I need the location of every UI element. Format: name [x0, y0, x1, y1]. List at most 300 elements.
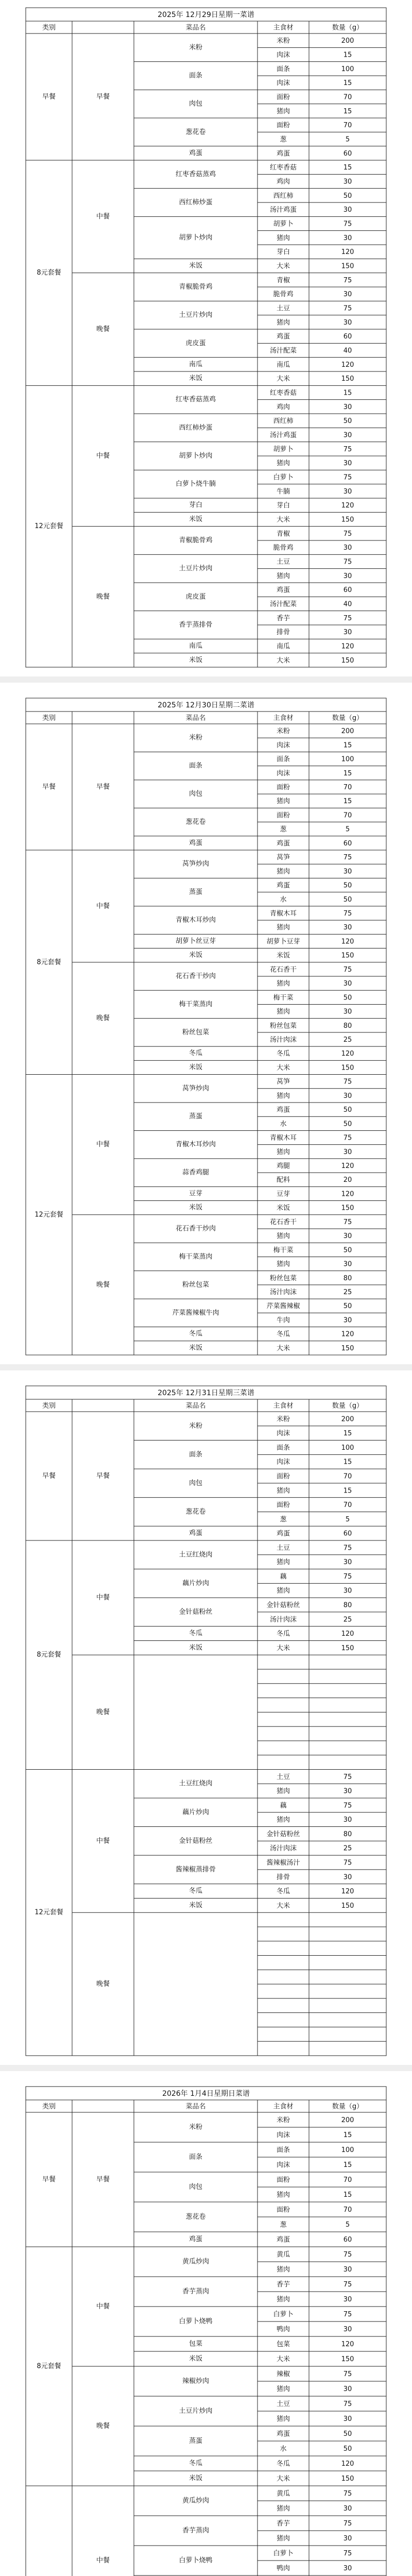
quantity-cell: 30: [343, 2535, 352, 2543]
quantity-cell: 150: [341, 1644, 354, 1652]
ingredient-cell: 冬瓜: [276, 1888, 290, 1896]
quantity-cell: 15: [343, 164, 352, 172]
quantity-cell: 75: [343, 276, 352, 284]
dish-name: 西红柿炒蛋: [179, 198, 213, 207]
ingredient-cell: 葱: [280, 1515, 287, 1523]
quantity-cell: 75: [343, 614, 352, 622]
quantity-cell: 30: [343, 403, 352, 411]
header-category: 类别: [42, 1402, 56, 1410]
dish-name: 豆芽: [188, 1190, 203, 1198]
dish-name: 鸡蛋: [188, 149, 203, 157]
quantity-cell: 30: [343, 178, 352, 186]
dish-name: 梅干菜蒸肉: [179, 1000, 213, 1008]
quantity-cell: 30: [343, 868, 352, 876]
dish-name: 梅干菜蒸肉: [179, 1252, 213, 1261]
dish-name: 面条: [188, 2153, 203, 2161]
ingredient-cell: 藕: [280, 1572, 287, 1581]
category-label: 8元套餐: [37, 2362, 61, 2370]
quantity-cell: 80: [343, 1830, 352, 1838]
dish-name: 葱花卷: [185, 1507, 206, 1516]
ingredient-cell: 面条: [276, 755, 290, 764]
section-separator: [0, 2065, 412, 2071]
ingredient-cell: 猪肉: [276, 107, 290, 115]
ingredient-cell: 汤汁肉沫: [269, 1036, 297, 1044]
quantity-cell: 200: [341, 37, 354, 45]
ingredient-cell: 猪肉: [276, 2296, 290, 2303]
dish-name: 米饭: [188, 1344, 203, 1352]
quantity-cell: 75: [343, 1802, 352, 1810]
ingredient-cell: 猪肉: [276, 1816, 290, 1824]
dish-name: 胡萝卜丝豆芽: [175, 937, 216, 945]
ingredient-cell: 猪肉: [276, 318, 290, 327]
quantity-cell: 60: [343, 2236, 352, 2244]
quantity-cell: 120: [341, 1050, 354, 1058]
quantity-cell: 120: [341, 1888, 354, 1896]
quantity-cell: 70: [343, 93, 352, 101]
ingredient-cell: 西红柿: [273, 417, 294, 426]
quantity-cell: 120: [341, 1162, 354, 1170]
dish-name: 粉丝包菜: [182, 1028, 210, 1037]
ingredient-cell: 猪肉: [276, 924, 290, 932]
quantity-cell: 100: [341, 2146, 354, 2154]
meal-label: 中餐: [96, 1141, 110, 1149]
dish-name: 西红柿炒蛋: [179, 423, 213, 432]
dish-name: 包菜: [188, 2340, 203, 2348]
dish-name: 肉包: [188, 100, 203, 108]
quantity-cell: 30: [343, 2266, 352, 2274]
ingredient-cell: 米粉: [276, 1415, 290, 1423]
quantity-cell: 120: [341, 938, 354, 946]
quantity-cell: 100: [341, 1444, 354, 1452]
dish-name: 蒸蛋: [188, 888, 203, 896]
quantity-cell: 40: [343, 347, 352, 355]
quantity-cell: 5: [345, 135, 350, 144]
ingredient-cell: 胡萝卜: [273, 220, 294, 228]
quantity-cell: 75: [343, 1773, 352, 1781]
dish-name: 虎皮蛋: [185, 592, 206, 601]
quantity-cell: 150: [341, 1344, 354, 1352]
dish-name: 藕片炒肉: [182, 1579, 210, 1587]
ingredient-cell: 水: [280, 895, 287, 904]
dish-name: 胡萝卜炒肉: [179, 452, 213, 460]
ingredient-cell: 大米: [276, 2475, 290, 2483]
quantity-cell: 75: [343, 910, 352, 918]
quantity-cell: 5: [345, 825, 350, 834]
quantity-cell: 15: [343, 2131, 352, 2139]
dish-name: 面条: [188, 1450, 203, 1459]
ingredient-cell: 黄瓜: [276, 2490, 290, 2498]
dish-name: 米饭: [188, 1204, 203, 1212]
ingredient-cell: 猪肉: [276, 1148, 290, 1156]
quantity-cell: 30: [343, 234, 352, 242]
ingredient-cell: 梅干菜: [273, 1246, 294, 1255]
meal-label: 早餐: [96, 1472, 110, 1480]
dish-name: 香芋蒸肉: [182, 2527, 210, 2535]
ingredient-cell: 面粉: [276, 1472, 290, 1481]
ingredient-cell: 芽白: [276, 502, 290, 510]
ingredient-cell: 猪肉: [276, 1092, 290, 1100]
ingredient-cell: 猪肉: [276, 2266, 290, 2274]
ingredient-cell: 猪肉: [276, 1487, 290, 1495]
ingredient-cell: 面粉: [276, 811, 290, 820]
ingredient-cell: 青椒木耳: [269, 1134, 297, 1142]
ingredient-cell: 配料: [276, 1176, 290, 1184]
dish-name: 土豆红烧肉: [179, 1551, 213, 1559]
quantity-cell: 75: [343, 965, 352, 974]
dish-name: 酱辣椒蒸排骨: [175, 1866, 216, 1874]
quantity-cell: 30: [343, 1232, 352, 1241]
quantity-cell: 70: [343, 1501, 352, 1510]
quantity-cell: 120: [341, 1190, 354, 1198]
ingredient-cell: 猪肉: [276, 798, 290, 806]
dish-name: 红枣香菇蒸鸡: [175, 170, 216, 178]
quantity-cell: 200: [341, 1415, 354, 1423]
ingredient-cell: 猪肉: [276, 1260, 290, 1268]
quantity-cell: 150: [341, 1064, 354, 1072]
dish-name: 米饭: [188, 262, 203, 270]
quantity-cell: 15: [343, 51, 352, 59]
dish-name: 冬瓜: [188, 1330, 203, 1338]
quantity-cell: 25: [343, 1036, 352, 1044]
quantity-cell: 150: [341, 2475, 354, 2483]
quantity-cell: 50: [343, 2430, 352, 2438]
quantity-cell: 120: [341, 361, 354, 369]
quantity-cell: 5: [345, 1515, 350, 1523]
ingredient-cell: 香芋: [276, 2520, 290, 2528]
menu-title: 2026年 1月4日星期日菜谱: [162, 2090, 250, 2098]
quantity-cell: 15: [343, 798, 352, 806]
quantity-cell: 70: [343, 2206, 352, 2214]
menu-title: 2025年 12月30日星期二菜谱: [158, 701, 254, 709]
dish-name: 金针菇粉丝: [179, 1608, 213, 1616]
dish-name: 红枣香菇蒸鸡: [175, 396, 216, 404]
dish-name: 蒸蛋: [188, 1112, 203, 1121]
ingredient-cell: 肉沫: [276, 79, 290, 88]
dish-name: 白萝卜烧牛腩: [175, 480, 216, 488]
quantity-cell: 120: [341, 1630, 354, 1638]
quantity-cell: 150: [341, 656, 354, 665]
quantity-cell: 80: [343, 1022, 352, 1030]
meal-label: 晚餐: [96, 1281, 110, 1289]
dish-name: 青椒木耳炒肉: [175, 916, 216, 924]
category-label: 早餐: [42, 783, 56, 791]
dish-name: 葱花卷: [185, 128, 206, 136]
dish-name: 米饭: [188, 1901, 203, 1909]
quantity-cell: 50: [343, 1106, 352, 1114]
header-quantity: 数量（g）: [332, 714, 364, 722]
dish-name: 虎皮蛋: [185, 339, 206, 347]
quantity-cell: 30: [343, 2296, 352, 2303]
meal-label: 早餐: [96, 783, 110, 791]
quantity-cell: 30: [343, 291, 352, 299]
quantity-cell: 50: [343, 895, 352, 904]
quantity-cell: 30: [343, 2385, 352, 2393]
ingredient-cell: 排骨: [276, 629, 290, 637]
quantity-cell: 15: [343, 2161, 352, 2169]
meal-label: 晚餐: [96, 2422, 110, 2430]
meal-label: 早餐: [96, 93, 110, 101]
ingredient-cell: 面条: [276, 65, 290, 73]
dish-name: 土豆片炒肉: [179, 2407, 213, 2415]
ingredient-cell: 面粉: [276, 122, 290, 130]
quantity-cell: 30: [343, 1092, 352, 1100]
quantity-cell: 150: [341, 952, 354, 960]
ingredient-cell: 大米: [276, 262, 290, 270]
ingredient-cell: 汤汁鸡蛋: [269, 431, 297, 439]
ingredient-cell: 辣椒: [276, 2370, 290, 2378]
ingredient-cell: 牛肉: [276, 1316, 290, 1325]
dish-name: 鸡蛋: [188, 2235, 203, 2243]
ingredient-cell: 梅干菜: [273, 994, 294, 1002]
ingredient-cell: 猪肉: [276, 1787, 290, 1795]
ingredient-cell: 大米: [276, 656, 290, 665]
category-label: 8元套餐: [37, 958, 61, 967]
ingredient-cell: 花石香干: [269, 1218, 297, 1226]
category-label: 8元套餐: [37, 1651, 61, 1659]
quantity-cell: 30: [343, 318, 352, 327]
ingredient-cell: 米饭: [276, 1204, 290, 1212]
dish-name: 花石香干炒肉: [175, 972, 216, 980]
quantity-cell: 100: [341, 755, 354, 764]
menu-title: 2025年 12月29日星期一菜谱: [158, 11, 254, 19]
ingredient-cell: 猪肉: [276, 2535, 290, 2543]
category-label: 8元套餐: [37, 269, 61, 277]
quantity-cell: 15: [343, 107, 352, 115]
category-label: 12元套餐: [35, 1908, 63, 1917]
ingredient-cell: 鸡蛋: [276, 839, 290, 848]
quantity-cell: 50: [343, 1246, 352, 1255]
ingredient-cell: 鸡蛋: [276, 882, 290, 890]
ingredient-cell: 胡萝卜豆芽: [266, 938, 300, 946]
ingredient-cell: 包菜: [276, 2341, 290, 2348]
header-ingredient: 主食材: [273, 2103, 294, 2111]
quantity-cell: 120: [341, 2460, 354, 2468]
header-dish: 菜品名: [185, 24, 206, 32]
ingredient-cell: 酱辣椒汤汁: [266, 1859, 300, 1867]
ingredient-cell: 面粉: [276, 1501, 290, 1510]
quantity-cell: 25: [343, 1289, 352, 1296]
dish-name: 土豆片炒肉: [179, 311, 213, 319]
dish-name: 面条: [188, 72, 203, 80]
ingredient-cell: 鸡肉: [276, 403, 290, 411]
dish-name: 肉包: [188, 1479, 203, 1487]
quantity-cell: 75: [343, 1218, 352, 1226]
dish-name: 米饭: [188, 656, 203, 664]
ingredient-cell: 猪肉: [276, 980, 290, 988]
dish-name: 花石香干炒肉: [175, 1225, 216, 1233]
quantity-cell: 30: [343, 1260, 352, 1268]
dish-name: 芹菜酱辣椒牛肉: [172, 1309, 219, 1317]
quantity-cell: 150: [341, 1902, 354, 1910]
quantity-cell: 30: [343, 572, 352, 580]
ingredient-cell: 芹菜酱辣椒: [266, 1302, 300, 1311]
quantity-cell: 75: [343, 2370, 352, 2378]
dish-name: 青椒木耳炒肉: [175, 1141, 216, 1149]
dish-name: 米粉: [188, 43, 203, 52]
ingredient-cell: 猪肉: [276, 1232, 290, 1241]
category-label: 早餐: [42, 93, 56, 101]
ingredient-cell: 排骨: [276, 1873, 290, 1882]
header-dish: 菜品名: [185, 714, 206, 722]
quantity-cell: 60: [343, 586, 352, 595]
quantity-cell: 15: [343, 2191, 352, 2199]
quantity-cell: 15: [343, 389, 352, 397]
quantity-cell: 75: [343, 854, 352, 862]
dish-name: 冬瓜: [188, 1887, 203, 1895]
quantity-cell: 60: [343, 149, 352, 158]
ingredient-cell: 肉沫: [276, 1430, 290, 1438]
ingredient-cell: 西红柿: [273, 192, 294, 200]
ingredient-cell: 青椒木耳: [269, 910, 297, 918]
dish-name: 土豆片炒肉: [179, 565, 213, 573]
ingredient-cell: 南瓜: [276, 642, 290, 651]
dish-name: 青椒脆骨鸡: [179, 283, 213, 291]
quantity-cell: 15: [343, 1430, 352, 1438]
ingredient-cell: 青椒: [276, 530, 290, 538]
ingredient-cell: 肉沫: [276, 2161, 290, 2169]
ingredient-cell: 猪肉: [276, 1587, 290, 1595]
ingredient-cell: 大米: [276, 1344, 290, 1352]
dish-name: 香芋蒸排骨: [179, 621, 213, 629]
ingredient-cell: 肉沫: [276, 741, 290, 750]
ingredient-cell: 鸡腿: [276, 1162, 290, 1170]
quantity-cell: 60: [343, 839, 352, 848]
quantity-cell: 60: [343, 1530, 352, 1538]
ingredient-cell: 面粉: [276, 2206, 290, 2214]
ingredient-cell: 大米: [276, 1064, 290, 1072]
category-label: 12元套餐: [35, 522, 63, 531]
quantity-cell: 150: [341, 262, 354, 270]
ingredient-cell: 鸡蛋: [276, 1106, 290, 1114]
dish-name: 土豆红烧肉: [179, 1780, 213, 1788]
quantity-cell: 75: [343, 530, 352, 538]
quantity-cell: 75: [343, 558, 352, 566]
ingredient-cell: 脆骨鸡: [273, 291, 294, 299]
ingredient-cell: 肉沫: [276, 769, 290, 777]
ingredient-cell: 猪肉: [276, 868, 290, 876]
ingredient-cell: 青椒: [276, 276, 290, 284]
quantity-cell: 50: [343, 882, 352, 890]
header-category: 类别: [42, 714, 56, 722]
quantity-cell: 200: [341, 2116, 354, 2124]
quantity-cell: 75: [343, 1134, 352, 1142]
quantity-cell: 15: [343, 1458, 352, 1466]
quantity-cell: 20: [343, 1176, 352, 1184]
ingredient-cell: 面粉: [276, 93, 290, 101]
quantity-cell: 80: [343, 1274, 352, 1282]
quantity-cell: 30: [343, 206, 352, 214]
ingredient-cell: 米粉: [276, 727, 290, 736]
quantity-cell: 70: [343, 784, 352, 791]
ingredient-cell: 鸡蛋: [276, 333, 290, 341]
quantity-cell: 5: [345, 2221, 350, 2229]
ingredient-cell: 葱: [280, 2221, 287, 2229]
ingredient-cell: 南瓜: [276, 361, 290, 369]
dish-name: 冬瓜: [188, 2460, 203, 2467]
ingredient-cell: 水: [280, 2445, 287, 2453]
quantity-cell: 120: [341, 2341, 354, 2348]
ingredient-cell: 鸭肉: [276, 2326, 290, 2333]
ingredient-cell: 莴笋: [276, 1078, 290, 1086]
meal-label: 中餐: [96, 452, 110, 460]
section-separator: [0, 676, 412, 683]
ingredient-cell: 白萝卜: [273, 2311, 294, 2318]
quantity-cell: 120: [341, 248, 354, 257]
quantity-cell: 70: [343, 1472, 352, 1481]
meal-label: 早餐: [96, 2176, 110, 2183]
quantity-cell: 75: [343, 1859, 352, 1867]
ingredient-cell: 土豆: [276, 1773, 290, 1781]
ingredient-cell: 猪肉: [276, 2505, 290, 2513]
dish-name: 白萝卜烧鸭: [179, 2556, 213, 2565]
ingredient-cell: 大米: [276, 516, 290, 524]
menu-title: 2025年 12月31日星期三菜谱: [158, 1389, 254, 1397]
ingredient-cell: 冬瓜: [276, 2460, 290, 2468]
ingredient-cell: 红枣香菇: [269, 389, 297, 397]
dish-name: 葱花卷: [185, 2213, 206, 2221]
quantity-cell: 75: [343, 1572, 352, 1581]
ingredient-cell: 猪肉: [276, 1558, 290, 1567]
dish-name: 鸡蛋: [188, 839, 203, 847]
meal-label: 晚餐: [96, 325, 110, 333]
quantity-cell: 75: [343, 2490, 352, 2498]
quantity-cell: 100: [341, 65, 354, 73]
ingredient-cell: 猪肉: [276, 572, 290, 580]
ingredient-cell: 大米: [276, 1902, 290, 1910]
quantity-cell: 30: [343, 1873, 352, 1882]
ingredient-cell: 豆芽: [276, 1190, 290, 1198]
ingredient-cell: 大米: [276, 2355, 290, 2363]
ingredient-cell: 香芋: [276, 2281, 290, 2289]
ingredient-cell: 粉丝包菜: [269, 1022, 297, 1030]
category-label: 早餐: [42, 2176, 56, 2183]
dish-name: 胡萝卜炒肉: [179, 233, 213, 242]
quantity-cell: 30: [343, 980, 352, 988]
quantity-cell: 30: [343, 2326, 352, 2333]
quantity-cell: 30: [343, 1316, 352, 1325]
quantity-cell: 75: [343, 1078, 352, 1086]
ingredient-cell: 金针菇粉丝: [266, 1601, 300, 1609]
header-ingredient: 主食材: [273, 24, 294, 32]
dish-name: 米饭: [188, 515, 203, 523]
quantity-cell: 150: [341, 1204, 354, 1212]
quantity-cell: 40: [343, 600, 352, 608]
dish-name: 米粉: [188, 734, 203, 742]
meal-label: 中餐: [96, 1594, 110, 1602]
dish-name: 南瓜: [188, 360, 203, 368]
ingredient-cell: 米粉: [276, 37, 290, 45]
ingredient-cell: 水: [280, 1120, 287, 1128]
dish-name: 肉包: [188, 2183, 203, 2191]
ingredient-cell: 鸡蛋: [276, 2236, 290, 2244]
ingredient-cell: 面条: [276, 2146, 290, 2154]
category-label: 早餐: [42, 1472, 56, 1480]
quantity-cell: 15: [343, 1487, 352, 1495]
ingredient-cell: 汤汁鸡蛋: [269, 206, 297, 214]
dish-name: 辣椒炒肉: [182, 2377, 210, 2385]
meal-label: 晚餐: [96, 1014, 110, 1023]
ingredient-cell: 芽白: [276, 248, 290, 257]
quantity-cell: 30: [343, 924, 352, 932]
ingredient-cell: 猪肉: [276, 2415, 290, 2423]
ingredient-cell: 冬瓜: [276, 1630, 290, 1638]
ingredient-cell: 肉沫: [276, 1458, 290, 1466]
quantity-cell: 30: [343, 1558, 352, 1567]
ingredient-cell: 黄瓜: [276, 2251, 290, 2259]
quantity-cell: 30: [343, 1787, 352, 1795]
header-dish: 菜品名: [185, 2103, 206, 2111]
ingredient-cell: 脆骨鸡: [273, 544, 294, 552]
